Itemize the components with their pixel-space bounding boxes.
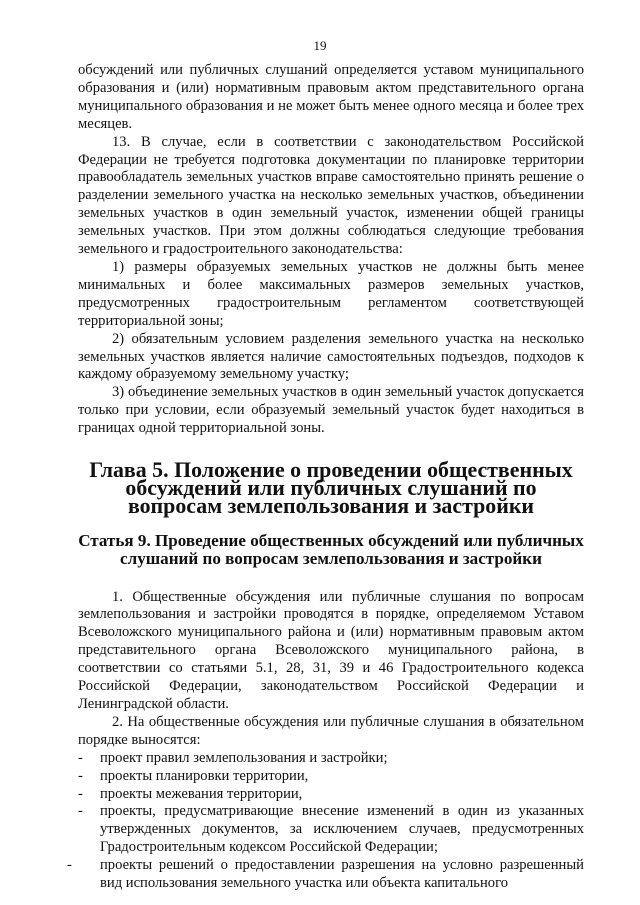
- dash-marker: -: [78, 749, 83, 766]
- list-item-text: проекты межевания территории,: [100, 785, 303, 802]
- dash-marker: -: [78, 803, 83, 820]
- document-body: [67, 62, 584, 893]
- article-title: Статья 9. Проведение общественных обсуждений или публичных слушаний по вопросам землепользования и застройки: [78, 530, 584, 568]
- dash-marker: -: [78, 785, 83, 802]
- list-item: [78, 803, 584, 857]
- requirement-1: 1) размеры образуемых земельных участков не должны быть менее минимальных и более максимальных размеров земельных участков, предусмотренных градостроительным регламентом соответствующей территориальной зоны;: [78, 258, 584, 329]
- list-item: [78, 750, 584, 768]
- list-item: [78, 768, 584, 786]
- dash-marker: -: [78, 767, 83, 784]
- list-item: [78, 786, 584, 804]
- article-paragraph-1: 1. Общественные обсуждения или публичные слушания по вопросам землепользования и застройки проводятся в порядке, определяемом Уставом Всеволожского муниципального района и (или) нормативным правовым актом представительного органа Всеволожского муниципального района, в соответствии со статьями 5.1, 28, 31, 39 и 46 Градостроительного кодекса Российской Федерации, законодательством Российской Федерации и Ленинградской области.: [78, 588, 584, 712]
- paragraph-13: 13. В случае, если в соответствии с законодательством Российской Федерации не требуется подготовка документации по планировке территории правообладатель земельных участков вправе самостоятельно принять решение о разделении земельного участка на несколько земельных участков, объединении земельных участков в один земельный участок, изменении общей границы земельных участков. При этом должны соблюдаться следующие требования земельного и градостроительного законодательства:: [78, 133, 584, 258]
- list-item-text: проекты решений о предоставлении разрешения на условно разрешенный вид использования земельного участка или объекта капитального: [100, 857, 584, 892]
- paragraph-continuation: обсуждений или публичных слушаний определяется уставом муниципального образования и (или) нормативным правовым актом представительного органа муниципального образования и не может быть менее одного месяца и более трех месяцев.: [78, 62, 584, 132]
- requirement-3: 3) объединение земельных участков в один земельный участок допускается только при условии, если образуемый земельный участок будет находиться в границах одной территориальной зоны.: [78, 384, 584, 437]
- list-item-text: проекты, предусматривающие внесение изменений в один из указанных утвержденных документов, за исключением случаев, предусмотренных Градостроительным кодексом Российской Федерации;: [100, 803, 584, 856]
- requirement-2: 2) обязательным условием разделения земельного участка на несколько земельных участков является наличие самостоятельных подъездов, подходов к каждому образуемому земельному участку;: [78, 330, 584, 383]
- article-paragraph-2: 2. На общественные обсуждения или публичные слушания в обязательном порядке выносятся:: [78, 713, 584, 748]
- chapter-title: Глава 5. Положение о проведении общественных обсуждений или публичных слушаний по вопросам землепользования и застройки: [89, 457, 573, 518]
- list-item-text: проект правил землепользования и застройки;: [100, 749, 388, 766]
- list-item-text: проекты планировки территории,: [100, 767, 309, 784]
- page-number: 19: [313, 38, 327, 53]
- dash-marker: -: [67, 857, 72, 874]
- list-item: [67, 857, 584, 893]
